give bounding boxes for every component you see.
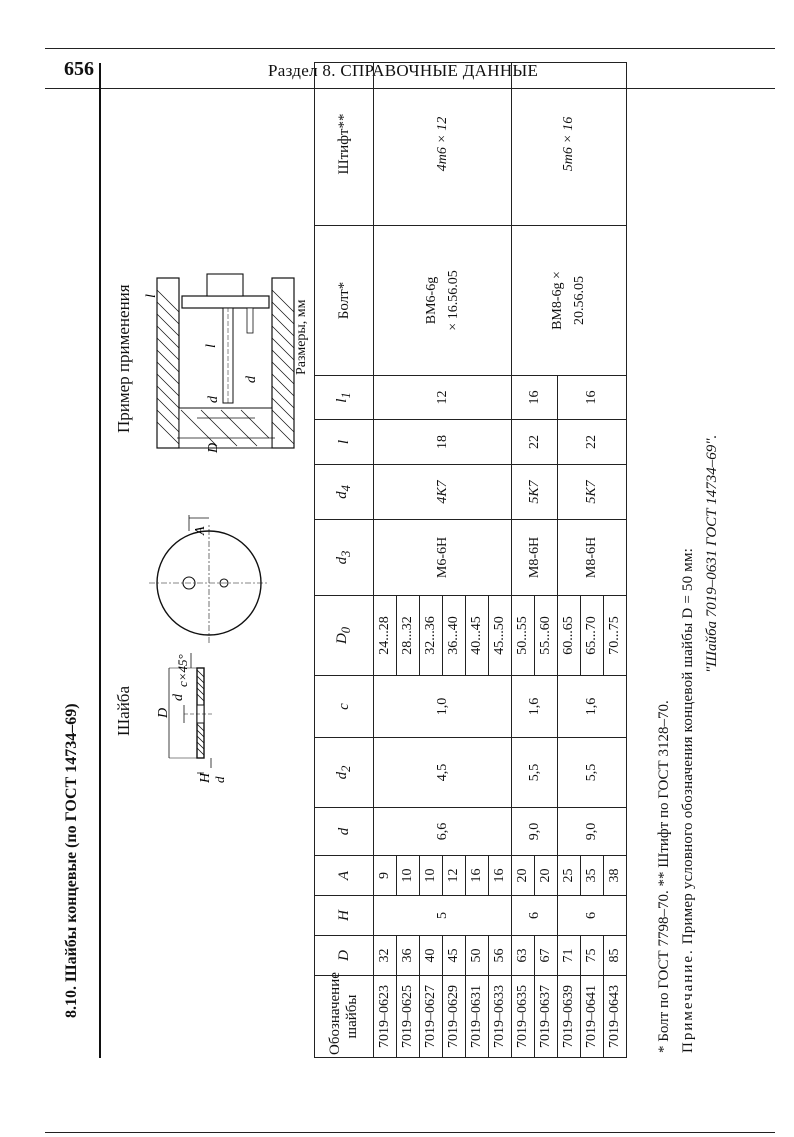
cell-A: 35: [581, 856, 604, 896]
label-H: H: [198, 772, 213, 783]
bottom-rule: [45, 1132, 775, 1133]
cell-D: 50: [466, 936, 489, 976]
label-D: D: [156, 707, 171, 718]
cell-D0: 36...40: [443, 596, 466, 676]
cell-designation: 7019–0639: [558, 976, 581, 1058]
dimensions-note: Размеры, мм: [294, 299, 309, 375]
col-d2-sub: 2: [339, 765, 353, 772]
cell-d3: M8-6H: [512, 520, 558, 596]
label-d-small: d: [171, 694, 186, 701]
col-pin: Штифт**: [315, 63, 374, 226]
col-bolt: Болт*: [315, 226, 374, 376]
cell-d3: M8-6H: [558, 520, 627, 596]
washer-label: Шайба: [114, 686, 133, 736]
label-D0: D: [206, 442, 221, 453]
rotated-table-page: [63, 63, 735, 1058]
label-A: A: [193, 526, 208, 535]
page-number: 656: [64, 58, 94, 80]
footnote-bolt-pin: * Болт по ГОСТ 7798–70. ** Штифт по ГОСТ 3128–70.: [656, 700, 672, 1053]
cell-D0: 60...65: [558, 596, 581, 676]
note-text: Пример условного обозначения концевой шайбы D = 50 мм:: [680, 547, 696, 945]
cell-D: 63: [512, 936, 535, 976]
cell-A: 16: [489, 856, 512, 896]
cell-A: 38: [604, 856, 627, 896]
cell-bolt-m6: [374, 226, 512, 376]
cell-D: 40: [420, 936, 443, 976]
label-d4: d: [244, 376, 259, 383]
footnote-designation-example: "Шайба 7019–0631 ГОСТ 14734–69".: [704, 434, 720, 673]
col-d2: [315, 738, 374, 808]
col-D0-text: D: [334, 633, 350, 645]
cell-D: 45: [443, 936, 466, 976]
bolt-m6-line2: × 16.56.05: [445, 270, 461, 331]
cell-A: 20: [535, 856, 558, 896]
cell-designation: 7019–0635: [512, 976, 535, 1058]
col-l1-sub: 1: [339, 392, 353, 399]
cell-D0: 24...28: [374, 596, 397, 676]
label-l1: l: [144, 294, 159, 298]
cell-designation: 7019–0631: [466, 976, 489, 1058]
col-A: A: [315, 856, 374, 896]
col-d: d: [315, 808, 374, 856]
cell-D: 36: [397, 936, 420, 976]
cell-designation: 7019–0633: [489, 976, 512, 1058]
cell-D0: 65...70: [581, 596, 604, 676]
col-l1: [315, 376, 374, 420]
col-c: c: [315, 676, 374, 738]
cell-d4: 4K7: [374, 465, 512, 520]
cell-D: 85: [604, 936, 627, 976]
cell-l: 18: [374, 420, 512, 465]
footnote-example: [680, 548, 697, 1053]
cell-c: 1,6: [512, 676, 558, 738]
application-drawing: [137, 268, 312, 458]
bolt-m8-line1: BM8-6g ×: [550, 271, 565, 330]
cell-designation: 7019–0623: [374, 976, 397, 1058]
col-D: D: [315, 936, 374, 976]
label-d2: d: [212, 776, 227, 783]
cell-H: 6: [512, 896, 558, 936]
washer-top-view: [129, 513, 279, 653]
label-chamfer: c×45°: [175, 654, 190, 687]
table-row: [512, 63, 535, 1058]
cell-A: 20: [512, 856, 535, 896]
table-title: 8.10. Шайбы концевые (по ГОСТ 14734–69): [63, 703, 80, 1018]
col-D0-sub: 0: [339, 626, 353, 634]
cell-D0: 50...55: [512, 596, 535, 676]
cell-A: 16: [466, 856, 489, 896]
bolt-m6-line1: BM6-6g: [423, 276, 439, 325]
label-d3: d: [206, 396, 221, 403]
cell-designation: 7019–0641: [581, 976, 604, 1058]
cell-D0: 28...32: [397, 596, 420, 676]
title-rule: [99, 63, 101, 1058]
cell-D: 71: [558, 936, 581, 976]
col-l1-text: l: [334, 398, 350, 403]
cell-designation: 7019–0637: [535, 976, 558, 1058]
col-H: H: [315, 896, 374, 936]
col-d2-text: d: [334, 771, 350, 780]
cell-designation: 7019–0625: [397, 976, 420, 1058]
cell-A: 12: [443, 856, 466, 896]
washers-table: [314, 63, 627, 1058]
cell-d4: 5K7: [558, 465, 627, 520]
cell-designation: 7019–0629: [443, 976, 466, 1058]
cell-d: 9,0: [512, 808, 558, 856]
col-d3-sub: 3: [339, 550, 353, 557]
bolt-m8-line2: 20.56.05: [572, 276, 587, 325]
cell-H: 6: [558, 896, 627, 936]
cell-d2: 5,5: [558, 738, 627, 808]
cell-D: 75: [581, 936, 604, 976]
cell-d: 9,0: [558, 808, 627, 856]
col-d3: [315, 520, 374, 596]
cell-d4: 5K7: [512, 465, 558, 520]
cell-D0: 55...60: [535, 596, 558, 676]
cell-A: 9: [374, 856, 397, 896]
note-label: Примечание.: [680, 948, 696, 1053]
cell-c: 1,6: [558, 676, 627, 738]
cell-l1: 16: [558, 376, 627, 420]
col-l: l: [315, 420, 374, 465]
col-d4-sub: 4: [339, 485, 353, 492]
label-l: l: [204, 344, 219, 348]
cell-l: 22: [558, 420, 627, 465]
cell-d2: 5,5: [512, 738, 558, 808]
cell-D0: 32...36: [420, 596, 443, 676]
cell-D: 32: [374, 936, 397, 976]
cell-A: 10: [420, 856, 443, 896]
table-row: [374, 63, 397, 1058]
cell-D: 67: [535, 936, 558, 976]
cell-designation: 7019–0643: [604, 976, 627, 1058]
cell-A: 10: [397, 856, 420, 896]
section-title: Раздел 8. СПРАВОЧНЫЕ ДАННЫЕ: [268, 61, 539, 80]
top-rule: [45, 48, 775, 49]
cell-pin-m8: 5m6 × 16: [512, 63, 627, 226]
cell-bolt-m8: [512, 226, 627, 376]
cell-D0: 70...75: [604, 596, 627, 676]
col-d4-text: d: [334, 491, 350, 499]
washer-section-drawing: [139, 653, 299, 783]
cell-designation: 7019–0627: [420, 976, 443, 1058]
cell-l: 22: [512, 420, 558, 465]
col-d4: [315, 465, 374, 520]
cell-D0: 40...45: [466, 596, 489, 676]
cell-d: 6,6: [374, 808, 512, 856]
cell-H: 5: [374, 896, 512, 936]
cell-d3: M6-6H: [374, 520, 512, 596]
col-D0: [315, 596, 374, 676]
cell-d2: 4,5: [374, 738, 512, 808]
cell-pin-m6: 4m6 × 12: [374, 63, 512, 226]
col-d3-text: d: [334, 556, 350, 565]
application-label: Пример применения: [114, 284, 133, 433]
cell-c: 1,0: [374, 676, 512, 738]
cell-D: 56: [489, 936, 512, 976]
cell-D0: 45...50: [489, 596, 512, 676]
cell-l1: 16: [512, 376, 558, 420]
col-designation: Обозначение шайбы: [315, 976, 374, 1058]
cell-A: 25: [558, 856, 581, 896]
cell-l1: 12: [374, 376, 512, 420]
